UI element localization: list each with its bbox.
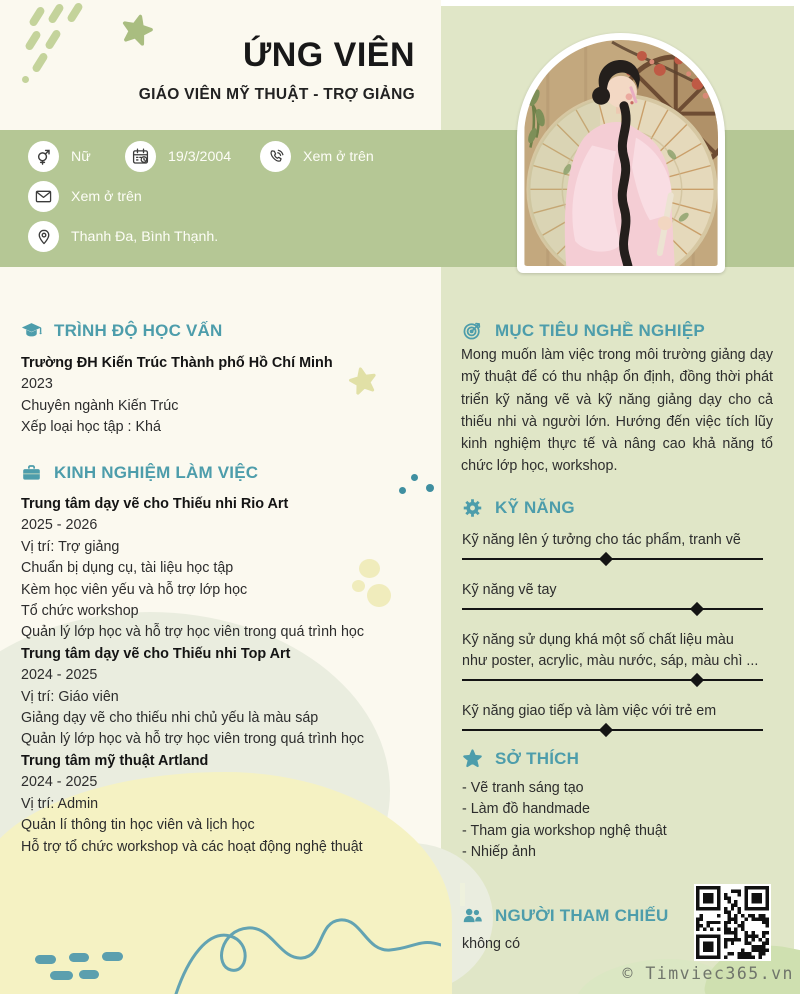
job-period: 2024 - 2025	[21, 774, 98, 791]
job-duty: Kèm học viên yếu và hỗ trợ lớp học	[21, 581, 248, 598]
education-year: 2023	[21, 376, 53, 393]
education-major: Chuyên ngành Kiến Trúc	[21, 397, 179, 414]
job-duty: Vị trí: Giáo viên	[21, 688, 119, 705]
education-grade: Xếp loại học tập : Khá	[21, 419, 161, 436]
skill-label: Kỹ năng sử dụng khá một số chất liệu màu như poster, acrylic, màu nước, sáp, màu chì ...	[462, 632, 759, 669]
header	[0, 36, 441, 104]
job-duty: Giảng dạy vẽ cho thiếu nhi chủ yếu là màu sáp	[21, 710, 319, 727]
job-duties	[21, 794, 436, 858]
section-education	[21, 320, 222, 341]
contact-address	[28, 221, 218, 252]
text-cursor-artifact	[460, 883, 465, 906]
section-experience	[21, 462, 258, 483]
experience-heading: KINH NGHIỆM LÀM VIỆC	[54, 462, 259, 482]
location-pin-icon	[28, 221, 59, 252]
job-duty: Hỗ trợ tổ chức workshop và các hoạt động nghệ thuật	[21, 838, 363, 855]
skill-level-marker	[599, 722, 613, 736]
section-hobbies	[462, 748, 579, 769]
job-company: Trung tâm dạy vẽ cho Thiếu nhi Rio Art	[21, 496, 289, 512]
page-title: ỨNG VIÊN	[242, 36, 415, 74]
skill-label: Kỹ năng lên ý tưởng cho tác phẩm, tranh vẽ	[462, 532, 741, 548]
skill-level-track	[462, 608, 763, 610]
skill-level-marker	[690, 672, 704, 686]
contact-dob	[125, 141, 231, 172]
address-value: Thanh Đa, Bình Thạnh.	[71, 228, 219, 245]
gear-icon	[462, 497, 483, 518]
job-duty: Tổ chức workshop	[21, 603, 139, 620]
experience-job	[21, 751, 436, 858]
hobby-item: - Vẽ tranh sáng tạo	[462, 780, 584, 796]
contact-gender	[28, 141, 91, 172]
hobby-item: - Tham gia workshop nghệ thuật	[462, 822, 667, 839]
deco-squiggle	[168, 898, 441, 994]
job-duty: Chuẩn bị dụng cụ, tài liệu học tập	[21, 560, 234, 577]
photo-frame	[517, 33, 725, 273]
job-duty: Quản lý lớp học và hỗ trợ học viên trong quá trình học	[21, 731, 365, 748]
job-duty: Quản lý lớp học và hỗ trợ học viên trong quá trình học	[21, 624, 365, 641]
watermark: © Timviec365.vn	[622, 964, 794, 983]
graduation-cap-icon	[21, 320, 42, 341]
email-value: Xem ở trên	[71, 188, 142, 205]
education-school: Trường ĐH Kiến Trúc Thành phố Hồ Chí Minh	[21, 355, 333, 371]
gender-icon	[28, 141, 59, 172]
skill-label: Kỹ năng vẽ tay	[462, 582, 557, 598]
briefcase-icon	[21, 462, 42, 483]
skill-item	[462, 580, 763, 610]
calendar-icon	[125, 141, 156, 172]
experience-list	[21, 494, 436, 858]
skill-level-marker	[690, 601, 704, 615]
objective-text: Mong muốn làm việc trong môi trường giảng dạy mỹ thuật để có thu nhập ổn định, đồng thời phát triển kỹ năng vẽ và kỹ năng giảng dạy cho cả thiếu nhi và người lớn. Hướng đến việc tích lũy kinh nghiệm thực tế và nâng cao khả năng tổ chức lớp học, workshop.	[461, 347, 773, 475]
skill-level-track	[462, 729, 763, 731]
job-period: 2024 - 2025	[21, 667, 98, 684]
gender-value: Nữ	[71, 148, 91, 165]
skill-item	[462, 630, 763, 681]
objective-heading: MỤC TIÊU NGHỀ NGHIỆP	[495, 320, 705, 340]
job-duty: Vị trí: Trợ giảng	[21, 538, 120, 555]
profile-photo	[524, 40, 718, 266]
phone-icon	[260, 141, 291, 172]
hobby-item: - Làm đồ handmade	[462, 801, 590, 818]
dob-value: 19/3/2004	[168, 148, 232, 165]
mail-icon	[28, 181, 59, 212]
skill-label: Kỹ năng giao tiếp và làm việc với trẻ em	[462, 703, 717, 719]
job-company: Trung tâm mỹ thuật Artland	[21, 752, 209, 769]
references-text: không có	[462, 936, 521, 952]
section-objective	[462, 320, 705, 341]
skill-item	[462, 701, 763, 731]
skill-level-track	[462, 679, 763, 681]
skill-level-marker	[599, 551, 613, 565]
phone-value: Xem ở trên	[303, 148, 374, 165]
education-block	[21, 353, 436, 439]
job-duty: Quản lí thông tin học viên và lịch học	[21, 817, 255, 834]
experience-job	[21, 644, 436, 751]
section-references	[462, 905, 668, 926]
contact-email	[28, 181, 142, 212]
skills-heading: KỸ NĂNG	[495, 497, 575, 517]
star-icon	[462, 748, 483, 769]
job-duties	[21, 537, 436, 644]
page-subtitle: GIÁO VIÊN MỸ THUẬT - TRỢ GIẢNG	[138, 86, 415, 103]
skill-level-track	[462, 558, 763, 560]
hobbies-heading: SỞ THÍCH	[495, 748, 580, 768]
job-company: Trung tâm dạy vẽ cho Thiếu nhi Top Art	[21, 645, 291, 662]
qr-code	[694, 884, 771, 961]
education-heading: TRÌNH ĐỘ HỌC VẤN	[54, 320, 223, 340]
references-heading: NGƯỜI THAM CHIẾU	[495, 905, 669, 925]
people-icon	[462, 905, 483, 926]
experience-job	[21, 494, 436, 644]
hobby-item: - Nhiếp ảnh	[462, 843, 536, 860]
contact-phone	[260, 141, 374, 172]
skill-item	[462, 530, 763, 560]
job-period: 2025 - 2026	[21, 517, 98, 534]
hobbies-list	[462, 778, 774, 863]
job-duty: Vị trí: Admin	[21, 795, 99, 812]
job-duties	[21, 687, 436, 751]
target-icon	[462, 320, 483, 341]
section-skills	[462, 497, 575, 518]
skills-list	[462, 530, 763, 751]
